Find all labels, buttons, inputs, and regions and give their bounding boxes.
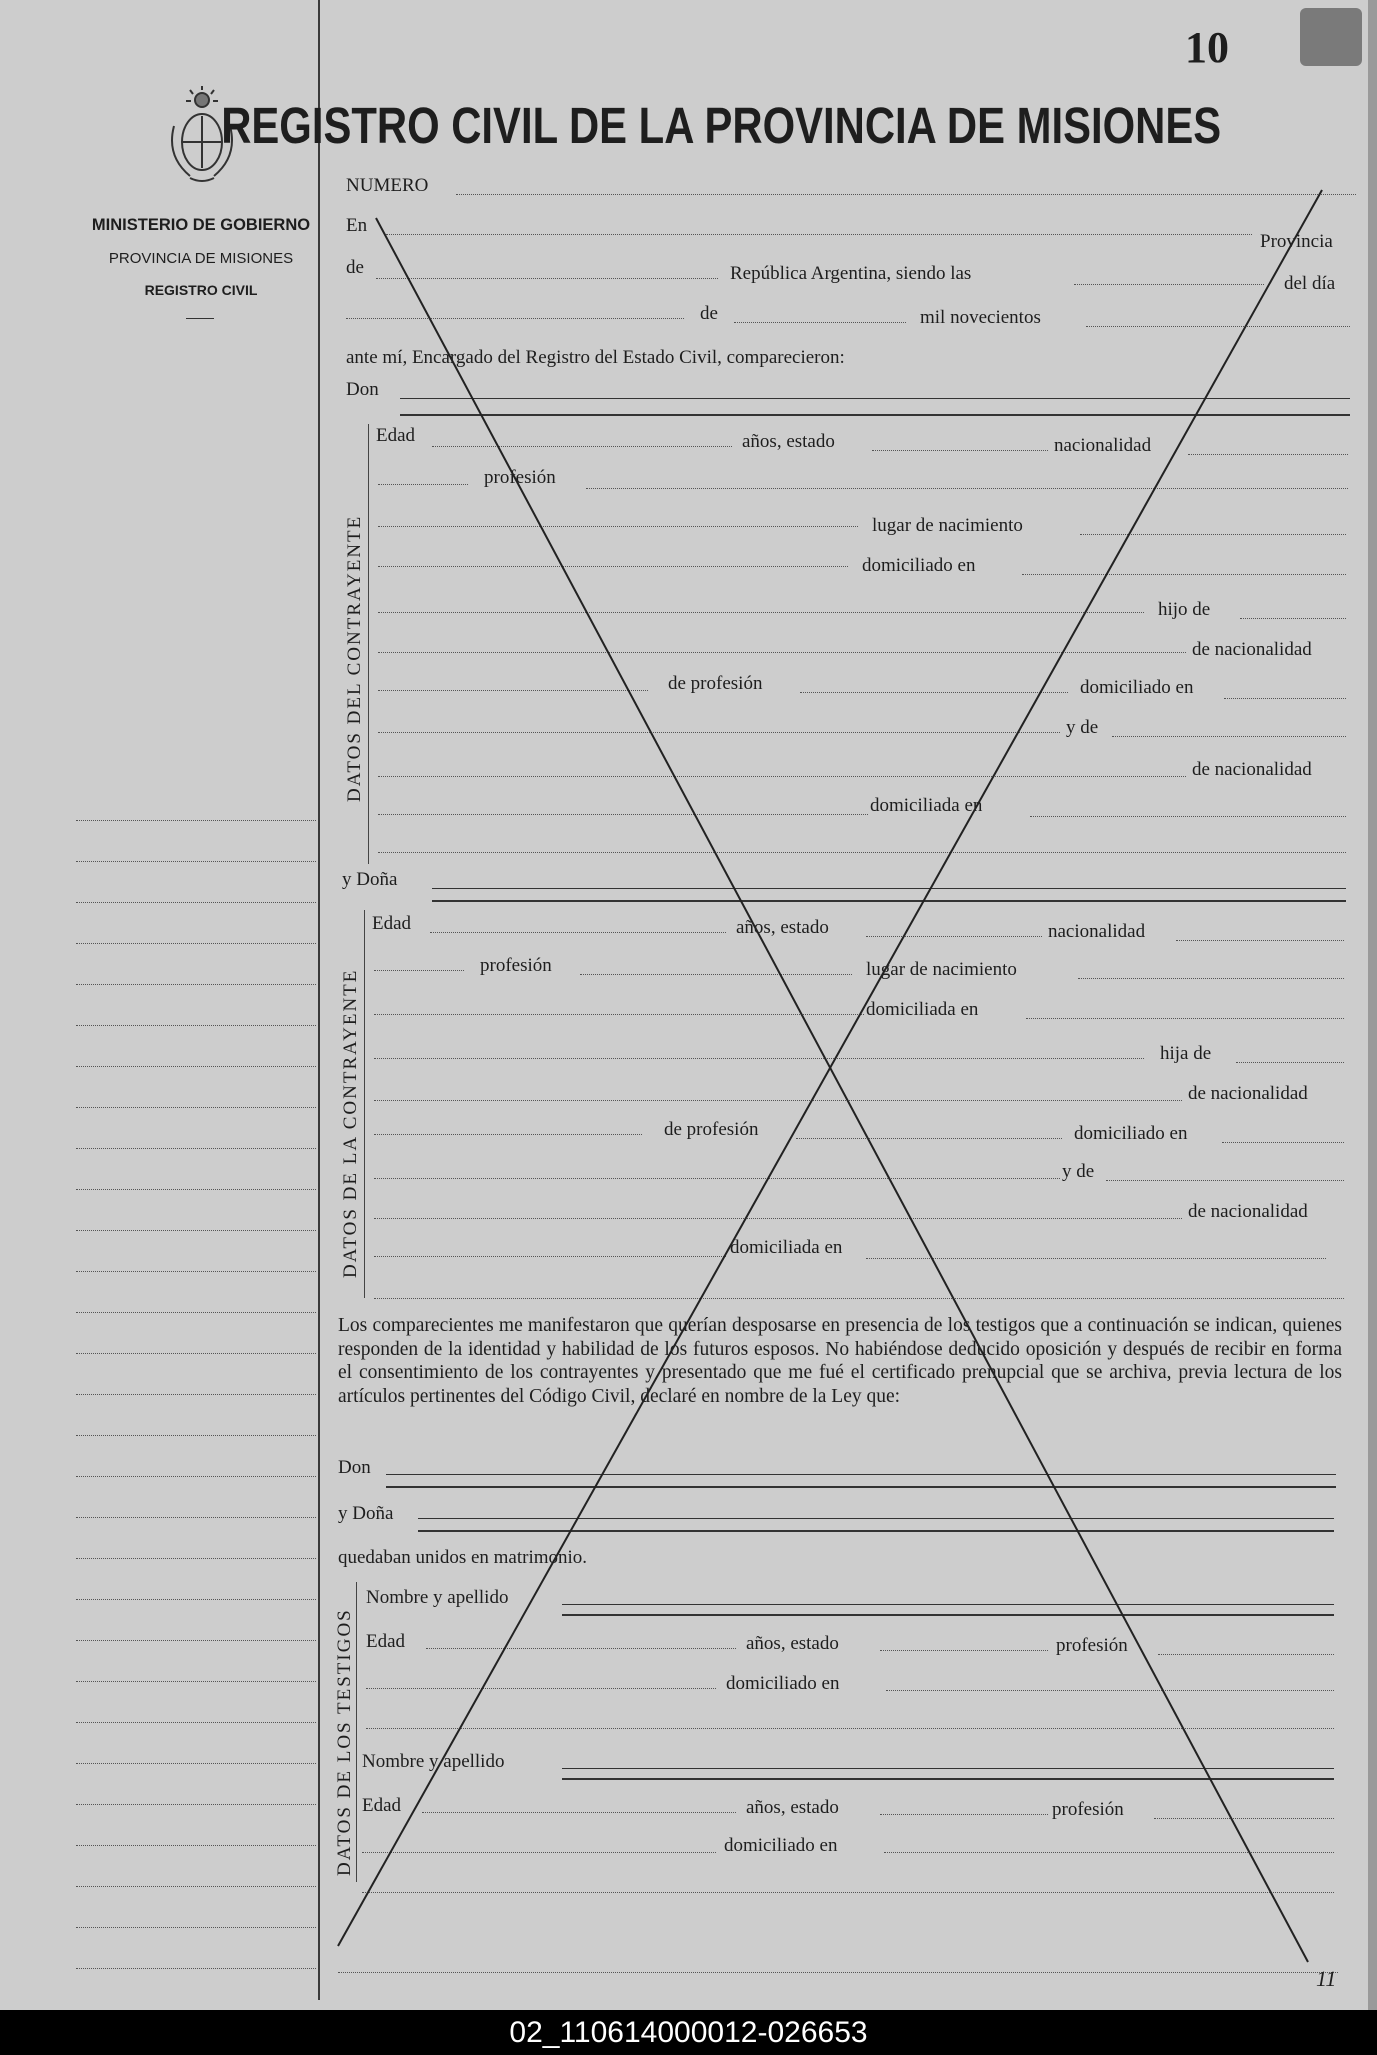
- f-domiciliada-label: domiciliada en: [866, 999, 979, 1020]
- w1-nombre-label: Nombre y apellido: [366, 1587, 509, 1608]
- ante-label: ante mí, Encargado del Registro del Estado Civil, comparecieron:: [346, 347, 845, 368]
- c-domiciliado2-label: domiciliado en: [1080, 677, 1194, 698]
- unidos-label: quedaban unidos en matrimonio.: [338, 1547, 588, 1568]
- f-hija-label: hija de: [1160, 1043, 1212, 1064]
- c-domiciliada-label: domiciliada en: [870, 795, 983, 816]
- c-lugar-label: lugar de nacimiento: [872, 515, 1023, 536]
- f-de-nac-label: de nacionalidad: [1188, 1083, 1308, 1104]
- c-domiciliado-label: domiciliado en: [862, 555, 976, 576]
- c-hijo-label: hijo de: [1158, 599, 1211, 620]
- c-edad-label: Edad: [376, 425, 416, 446]
- c-de-nac2-label: de nacionalidad: [1192, 759, 1312, 780]
- don-label: Don: [346, 379, 379, 400]
- sidebar-office: REGISTRO CIVIL: [144, 282, 258, 298]
- f-de-nac2-label: de nacionalidad: [1188, 1201, 1308, 1222]
- w2-profesion-label: profesión: [1052, 1799, 1124, 1820]
- mil-label: mil novecientos: [920, 307, 1041, 328]
- statement-paragraph: Los comparecientes me manifestaron que querían desposarse en presencia de los testigos que a continuación se indican, quienes responden de la identidad y habilidad de los futuros esposos. No habiéndose deducido oposición y después de recibir en forma el consentimiento de los contrayentes y presentado que me fué el certificado prenupcial que se archiva, previa lectura de los artículos pertinentes del Código Civil, declaré en nombre de la Ley que:: [338, 1315, 1342, 1407]
- f-profesion-label: profesión: [480, 955, 552, 976]
- republica-label: República Argentina, siendo las: [730, 263, 972, 284]
- image-id-footer: 02_110614000012-026653: [0, 2010, 1377, 2055]
- f-de-profesion-label: de profesión: [664, 1119, 759, 1140]
- w2-nombre-label: Nombre y apellido: [362, 1751, 505, 1772]
- contrayente-side-label: DATOS DEL CONTRAYENTE: [344, 514, 365, 802]
- c-anos-label: años, estado: [742, 431, 835, 452]
- y-dona-label: y Doña: [342, 869, 398, 890]
- sidebar-ministry: MINISTERIO DE GOBIERNO: [91, 216, 311, 234]
- w2-edad-label: Edad: [362, 1795, 402, 1816]
- f-lugar-label: lugar de nacimiento: [866, 959, 1017, 980]
- w1-anos-label: años, estado: [746, 1633, 839, 1654]
- c-de-profesion-label: de profesión: [668, 673, 763, 694]
- f-y-de-label: y de: [1062, 1161, 1095, 1182]
- w2-anos-label: años, estado: [746, 1797, 839, 1818]
- w1-edad-label: Edad: [366, 1631, 406, 1652]
- provincia-label: Provincia: [1260, 231, 1333, 252]
- final-don-label: Don: [338, 1457, 371, 1478]
- f-nacionalidad-label: nacionalidad: [1048, 921, 1146, 942]
- c-nacionalidad-label: nacionalidad: [1054, 435, 1152, 456]
- f-domiciliado-label: domiciliado en: [1074, 1123, 1188, 1144]
- final-dona-label: y Doña: [338, 1503, 394, 1524]
- testigos-side-label: DATOS DE LOS TESTIGOS: [334, 1608, 355, 1876]
- f-domiciliada2-label: domiciliada en: [730, 1237, 843, 1258]
- f-anos-label: años, estado: [736, 917, 829, 938]
- w1-domiciliado-label: domiciliado en: [726, 1673, 840, 1694]
- form-title: REGISTRO CIVIL DE LA PROVINCIA DE MISIONES: [221, 97, 1222, 154]
- w1-profesion-label: profesión: [1056, 1635, 1128, 1656]
- c-de-nac-label: de nacionalidad: [1192, 639, 1312, 660]
- contrayenta-side-label: DATOS DE LA CONTRAYENTE: [340, 968, 361, 1278]
- f-edad-label: Edad: [372, 913, 412, 934]
- del-dia-label: del día: [1284, 273, 1336, 294]
- de2-label: de: [700, 303, 718, 324]
- w2-domiciliado-label: domiciliado en: [724, 1835, 838, 1856]
- c-profesion-label: profesión: [484, 467, 556, 488]
- en-label: En: [346, 215, 368, 236]
- corner-mark: 11: [1316, 1966, 1337, 1991]
- sidebar-province: PROVINCIA DE MISIONES: [108, 250, 294, 267]
- numero-label: NUMERO: [346, 175, 429, 196]
- de-label: de: [346, 257, 364, 278]
- page-number: 10: [1185, 23, 1229, 72]
- c-y-de-label: y de: [1066, 717, 1099, 738]
